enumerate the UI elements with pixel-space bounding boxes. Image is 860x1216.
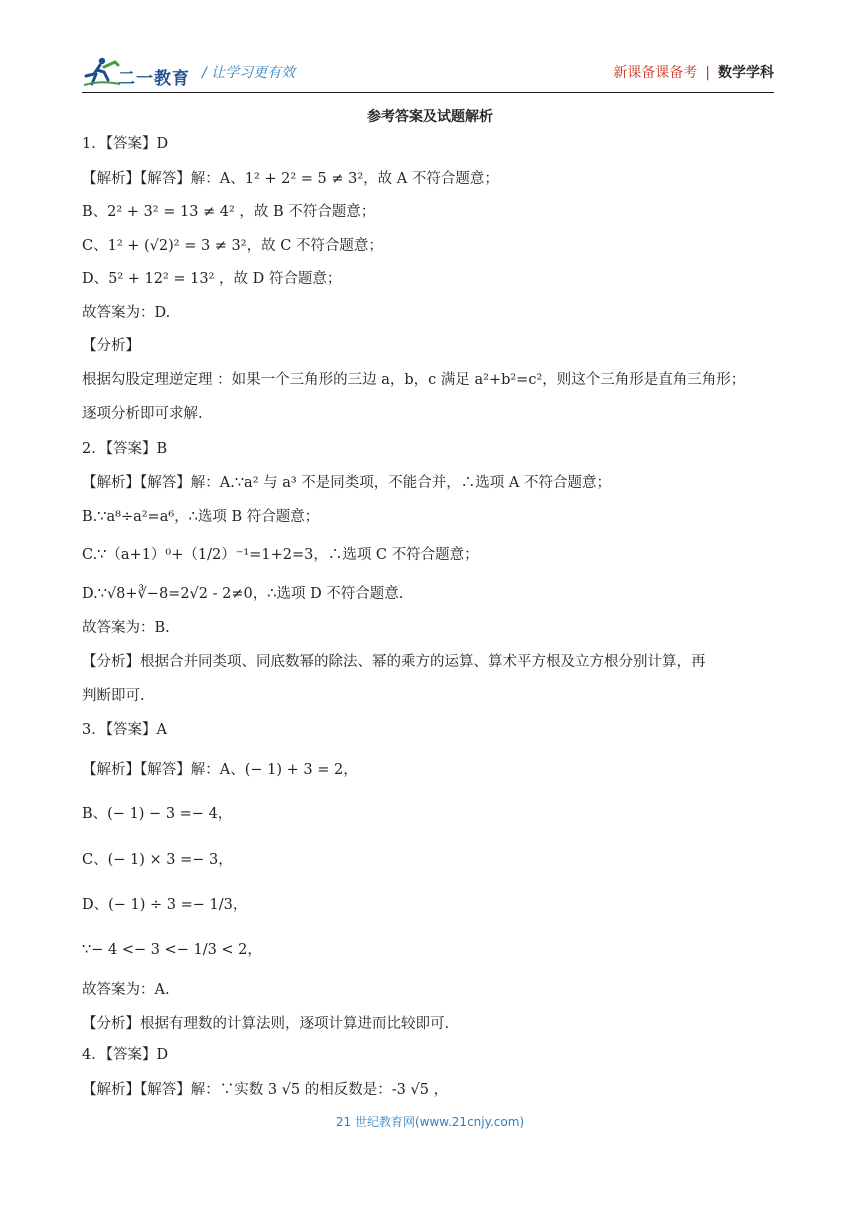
page-title: 参考答案及试题解析 — [367, 109, 493, 125]
analysis-1-d: D、5² + 12² = 13² ，故 D 符合题意； — [82, 271, 342, 287]
page-header — [82, 50, 774, 90]
conclusion-2: 故答案为：B. — [82, 620, 170, 636]
analysis-2-d: D.∵√8+∛−8=2√2 - 2≠0，∴选项 D 不符合题意. — [82, 586, 404, 602]
analysis-text-1a: 根据勾股定理逆定理 ：如果一个三角形的三边 a，b，c 满足 a²+b²=c²，则这个三角形是直角三角形； — [82, 372, 746, 388]
analysis-4-a: 【解析】【解答】解：∵实数 3 √5 的相反数是：-3 √5 ， — [82, 1082, 449, 1098]
logo — [82, 56, 192, 88]
analysis-1-c: C、1² + (√2)² = 3 ≠ 3²，故 C 不符合题意； — [82, 238, 383, 254]
header-tagline: 新课备课备考 — [613, 65, 698, 81]
header-separator: | — [705, 65, 710, 81]
analysis-3-b: B、(− 1) − 3 =− 4， — [82, 806, 233, 822]
analysis-2-c: C.∵（a+1）⁰+（1/2）⁻¹=1+2=3，∴选项 C 不符合题意； — [82, 547, 479, 563]
analysis-3-compare: ∵− 4 <− 3 <− 1/3 < 2， — [82, 942, 262, 958]
analysis-3-a: 【解析】【解答】解：A、(− 1) + 3 = 2， — [82, 762, 358, 778]
logo-text: 二一教育 — [118, 69, 190, 89]
header-subject: 数学学科 — [718, 65, 774, 81]
answer-2: 2．【答案】B — [82, 441, 168, 457]
analysis-3-d: D、(− 1) ÷ 3 =− 1/3， — [82, 897, 248, 913]
answer-1: 1．【答案】D — [82, 136, 169, 152]
analysis-heading-1: 【分析】 — [82, 338, 140, 354]
conclusion-1: 故答案为：D. — [82, 305, 171, 321]
analysis-text-1b: 逐项分析即可求解. — [82, 406, 203, 422]
header-right — [613, 62, 774, 82]
header-divider — [82, 92, 774, 93]
runner-logo-icon — [82, 56, 122, 88]
slogan: / 让学习更有效 — [202, 65, 296, 81]
analysis-text-2a: 【分析】根据合并同类项、同底数幂的除法、幂的乘方的运算、算术平方根及立方根分别计算，再 — [82, 654, 706, 670]
analysis-2-a: 【解析】【解答】解：A.∵a² 与 a³ 不是同类项，不能合并，∴选项 A 不符合题意； — [82, 475, 611, 491]
conclusion-3: 故答案为：A. — [82, 982, 170, 998]
analysis-2-b: B.∵a⁸÷a²=a⁶，∴选项 B 符合题意； — [82, 509, 320, 525]
analysis-1-a: 【解析】【解答】解：A、1² + 2² = 5 ≠ 3²，故 A 不符合题意； — [82, 171, 499, 187]
page-footer: 21 世纪教育网(www.21cnjy.com) — [335, 1115, 525, 1129]
analysis-text-3: 【分析】根据有理数的计算法则，逐项计算进而比较即可. — [82, 1016, 450, 1032]
analysis-3-c: C、(− 1) × 3 =− 3， — [82, 852, 233, 868]
analysis-1-b: B、2² + 3² = 13 ≠ 4² ，故 B 不符合题意； — [82, 204, 376, 220]
answer-3: 3．【答案】A — [82, 722, 167, 738]
answer-4: 4．【答案】D — [82, 1047, 169, 1063]
analysis-text-2b: 判断即可. — [82, 688, 145, 704]
